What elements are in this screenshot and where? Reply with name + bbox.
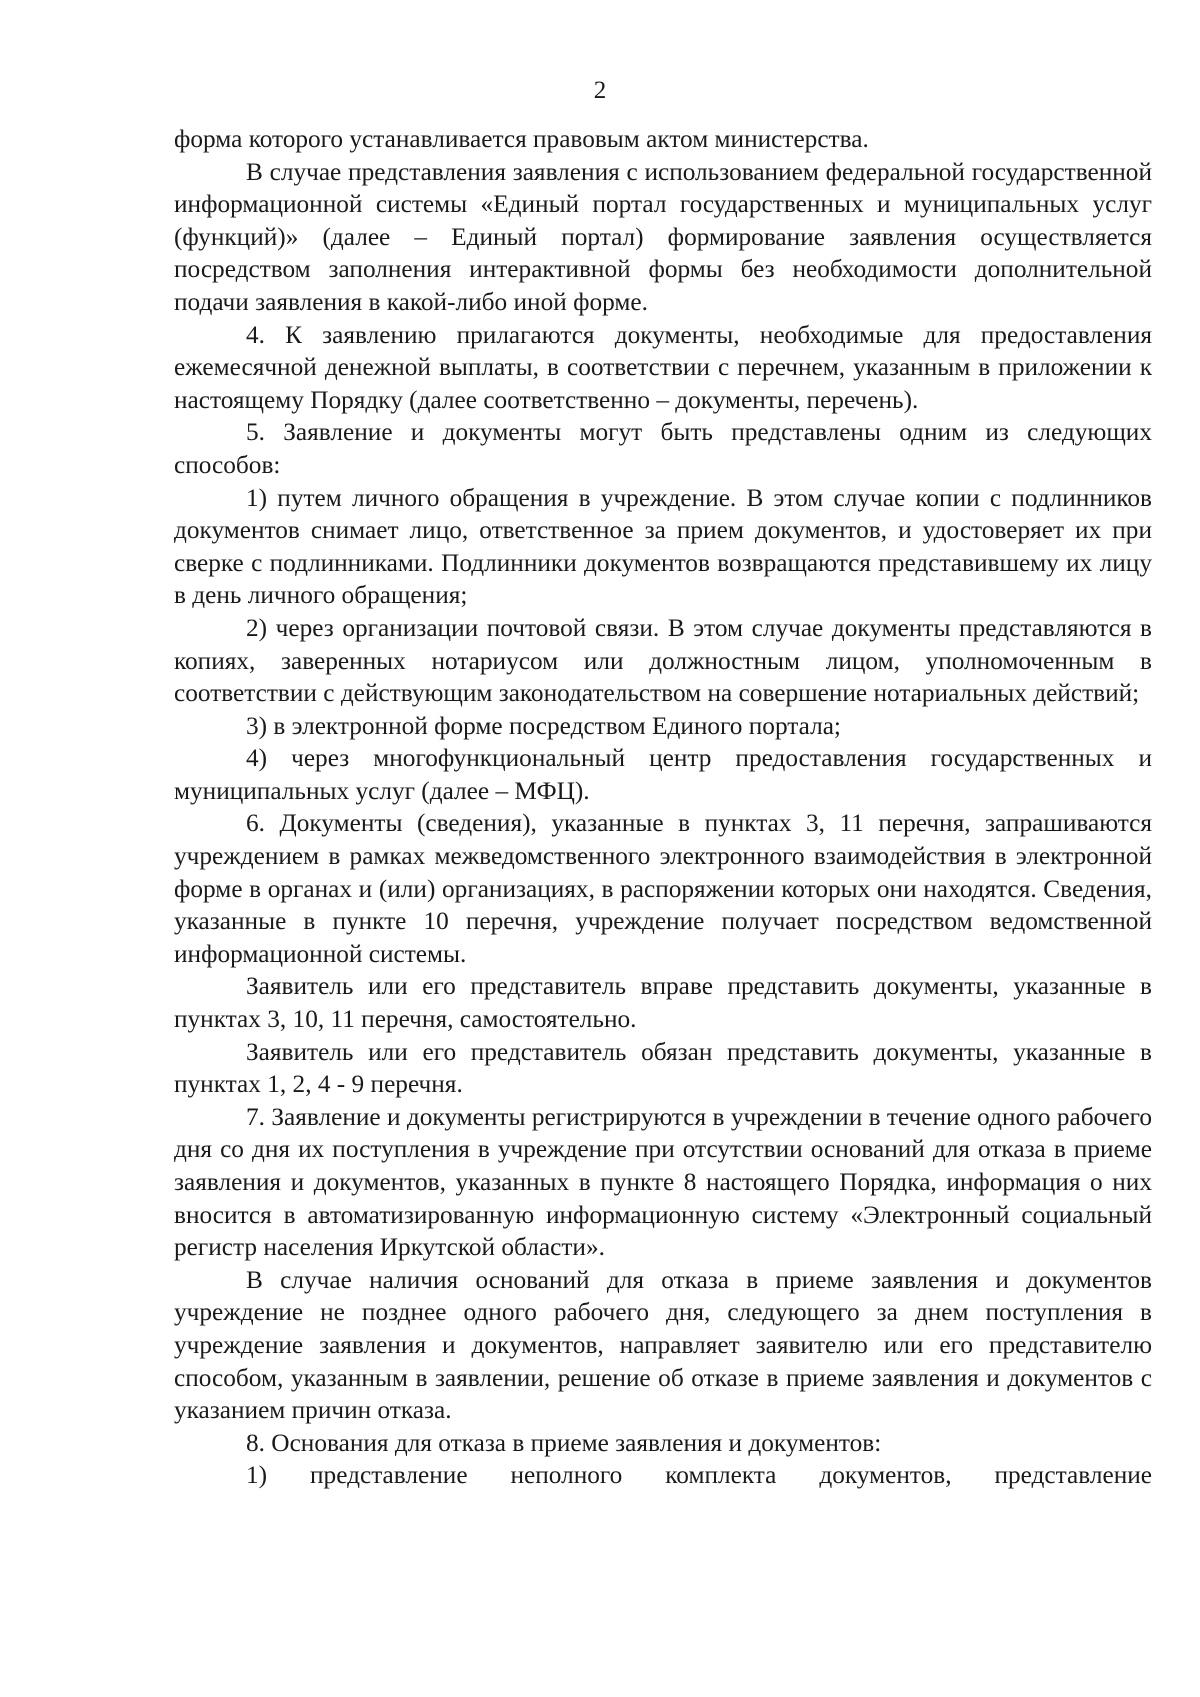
paragraph-method-2: 2) через организации почтовой связи. В этом случае документы представляются в копиях, заверенных нотариусом или должностным лицом, уполномоченным в соответствии с действующим законодательством на совершение нотариальных действий;: [174, 613, 1152, 708]
paragraph-item-7: 7. Заявление и документы регистрируются в учреждении в течение одного рабочего дня со дня их поступления в учреждение при отсутствии оснований для отказа в приеме заявления и документов, указанных в пункте 8 настоящего Порядка, информация о них вносится в автоматизированную информационную систему «Электронный социальный регистр населения Иркутской области».: [174, 1102, 1152, 1262]
paragraph-item-5: 5. Заявление и документы могут быть представлены одним из следующих способов:: [174, 418, 1152, 479]
paragraph-applicant-may: Заявитель или его представитель вправе представить документы, указанные в пунктах 3, 10, 11 перечня, самостоятельно.: [174, 972, 1152, 1034]
paragraph-method-3: 3) в электронной форме посредством Единого портала;: [246, 711, 841, 740]
paragraph-item-6: 6. Документы (сведения), указанные в пунктах 3, 11 перечня, запрашиваются учреждением в рамках межведомственного электронного взаимодействия в электронной форме в органах и (или) организациях, в распоряжении которых они находятся. Сведения, указанные в пункте 10 перечня, учреждение получает посредством ведомственной информационной системы.: [174, 809, 1152, 968]
paragraph-item-8: 8. Основания для отказа в приеме заявления и документов:: [246, 1428, 882, 1457]
paragraph-ground-1: 1) представление неполного комплекта документов, представление: [246, 1461, 1152, 1490]
paragraph-applicant-must: Заявитель или его представитель обязан представить документы, указанные в пунктах 1, 2, 4 - 9 перечня.: [174, 1037, 1152, 1099]
paragraph-unified-portal: В случае представления заявления с использованием федеральной государственной информационной системы «Единый портал государственных и муниципальных услуг (функций)» (далее – Единый портал) формирование заявления осуществляется посредством заполнения интерактивной формы без необходимости дополнительной подачи заявления в какой-либо иной форме.: [174, 157, 1152, 316]
page-number: 2: [593, 77, 607, 104]
paragraph-item-4: 4. К заявлению прилагаются документы, необходимые для предоставления ежемесячной денежной выплаты, в соответствии с перечнем, указанным в приложении к настоящему Порядку (далее соответственно – документы, перечень).: [174, 320, 1152, 414]
paragraph-method-4: 4) через многофункциональный центр предоставления государственных и муниципальных услуг (далее – МФЦ).: [174, 744, 1152, 805]
paragraph-method-1: 1) путем личного обращения в учреждение. В этом случае копии с подлинников документов снимает лицо, ответственное за прием документов, и удостоверяет их при сверке с подлинниками. Подлинники документов возвращаются представившему их лицу в день личного обращения;: [174, 483, 1152, 610]
paragraph-continuation: форма которого устанавливается правовым актом министерства.: [174, 125, 869, 153]
document-body: [174, 123, 1152, 1492]
paragraph-refusal-notice: В случае наличия оснований для отказа в приеме заявления и документов учреждение не позднее одного рабочего дня, следующего за днем поступления в учреждение заявления и документов, направляет заявителю или его представителю способом, указанным в заявлении, решение об отказе в приеме заявления и документов с указанием причин отказа.: [174, 1265, 1152, 1425]
